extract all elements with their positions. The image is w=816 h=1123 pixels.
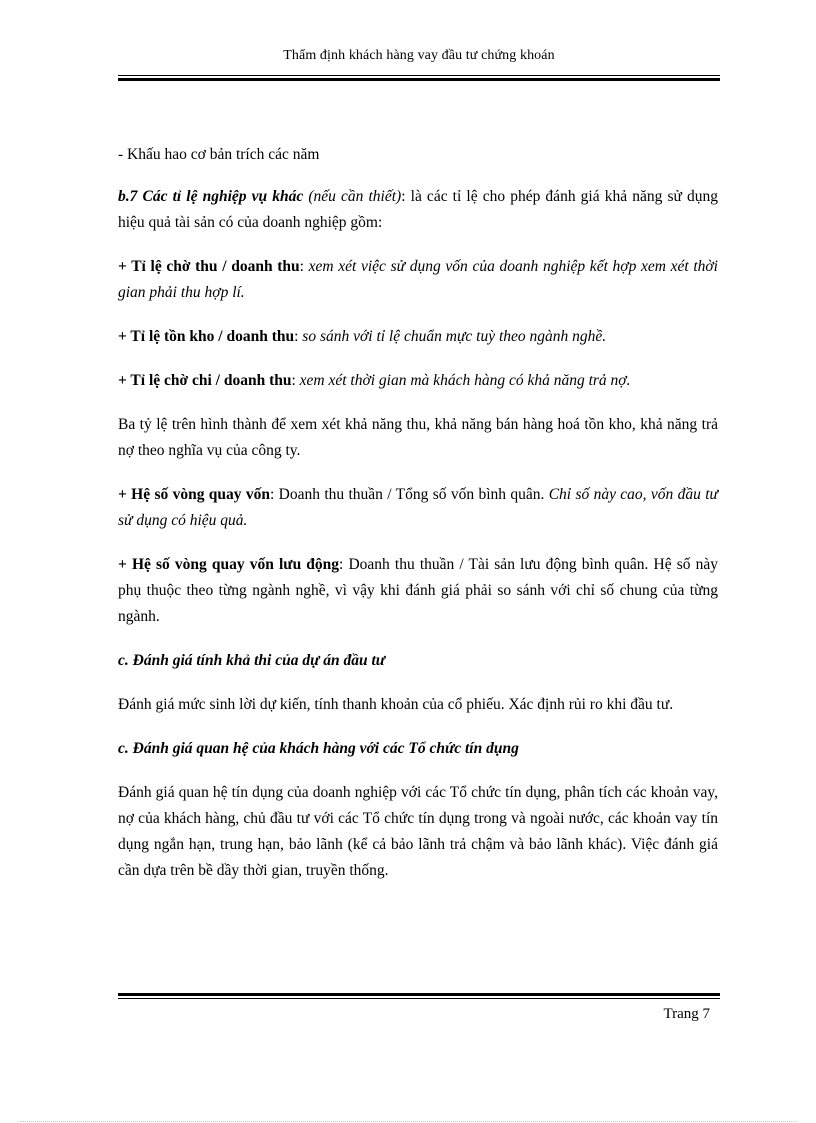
b7-text: : là các tỉ lệ cho phép đánh giá khả năng sử dụng hiệu quả tài sản có của doanh nghiệp gồm:: [118, 188, 718, 231]
desc-vong-quay-von-luu-dong: : Doanh thu thuần / Tài sản lưu động bình quân. Hệ số này phụ thuộc theo từng ngành nghề, vì vậy khi đánh giá phải so sánh với chỉ số chung của từng ngành.: [118, 556, 718, 625]
b7-note: (nếu cần thiết): [308, 188, 402, 205]
paragraph-quan-he-tin-dung: Đánh giá quan hệ tín dụng của doanh nghiệp với các Tổ chức tín dụng, phân tích các khoản vay, nợ của khách hàng, chủ đầu tư với các Tổ chức tín dụng trong và ngoài nước, các khoản vay tín dụng ngắn hạn, trung hạn, bảo lãnh (kể cả bảo lãnh trả chậm và bảo lãnh khác). Việc đánh giá cần dựa trên bề dầy thời gian, truyền thống.: [118, 784, 718, 879]
paragraph-khau-hao: - Khấu hao cơ bản trích các năm: [118, 146, 320, 163]
section-heading-quan-he-tin-dung: c. Đánh giá quan hệ của khách hàng với các Tổ chức tín dụng: [118, 740, 519, 757]
page-edge-dotted-line: [20, 1121, 796, 1122]
note-vong-quay-von: Chỉ số này cao, vốn đầu tư sử dụng có hiệu quả.: [118, 486, 718, 529]
document-body: [118, 142, 718, 902]
paragraph-vong-quay-von: [118, 482, 718, 534]
term-ti-le-cho-chi: + Tỉ lệ chờ chi / doanh thu: [118, 372, 292, 389]
desc-vong-quay-von: : Doanh thu thuần / Tổng số vốn bình quân.: [270, 486, 549, 503]
paragraph-sinh-loi: Đánh giá mức sinh lời dự kiến, tính thanh khoản của cổ phiếu. Xác định rủi ro khi đầu tư.: [118, 696, 674, 713]
paragraph-ti-le-cho-chi: + Tỉ lệ chờ chi / doanh thu: xem xét thời gian mà khách hàng có khả năng trả nợ.: [118, 372, 631, 389]
section-heading-kha-thi: c. Đánh giá tính khả thi của dự án đầu tư: [118, 652, 386, 669]
paragraph-b7: [118, 184, 718, 236]
paragraph-ti-le-ton-kho: + Tỉ lệ tồn kho / doanh thu: so sánh với tỉ lệ chuẩn mực tuỳ theo ngành nghề.: [118, 328, 607, 345]
section-heading-b7: b.7 Các tỉ lệ nghiệp vụ khác: [118, 188, 304, 205]
paragraph-ba-ty-le: Ba tỷ lệ trên hình thành để xem xét khả năng thu, khả năng bán hàng hoá tồn kho, khả năng trả nợ theo nghĩa vụ của công ty.: [118, 416, 718, 459]
desc-ti-le-cho-chi: xem xét thời gian mà khách hàng có khả năng trả nợ.: [299, 372, 631, 389]
paragraph-ti-le-cho-thu: + Tỉ lệ chờ thu / doanh thu: xem xét việc sử dụng vốn của doanh nghiệp kết hợp xem xét thời gian phải thu hợp lí.: [118, 258, 718, 301]
desc-ti-le-cho-thu: xem xét việc sử dụng vốn của doanh nghiệp kết hợp xem xét thời gian phải thu hợp lí.: [118, 258, 718, 301]
desc-ti-le-ton-kho: so sánh với tỉ lệ chuẩn mực tuỳ theo ngành nghề.: [302, 328, 607, 345]
term-ti-le-cho-thu: + Tỉ lệ chờ thu / doanh thu: [118, 258, 300, 275]
paragraph-vong-quay-von-luu-dong: [118, 552, 718, 630]
page-header-title: Thẩm định khách hàng vay đầu tư chứng khoán: [283, 48, 555, 63]
term-vong-quay-von: + Hệ số vòng quay vốn: [118, 486, 271, 503]
footer-divider: [118, 993, 720, 1000]
page-number: Trang 7: [663, 1006, 710, 1022]
term-vong-quay-von-luu-dong: + Hệ số vòng quay vốn lưu động: [118, 556, 340, 573]
header-divider: [118, 75, 720, 82]
term-ti-le-ton-kho: + Tỉ lệ tồn kho / doanh thu: [118, 328, 295, 345]
